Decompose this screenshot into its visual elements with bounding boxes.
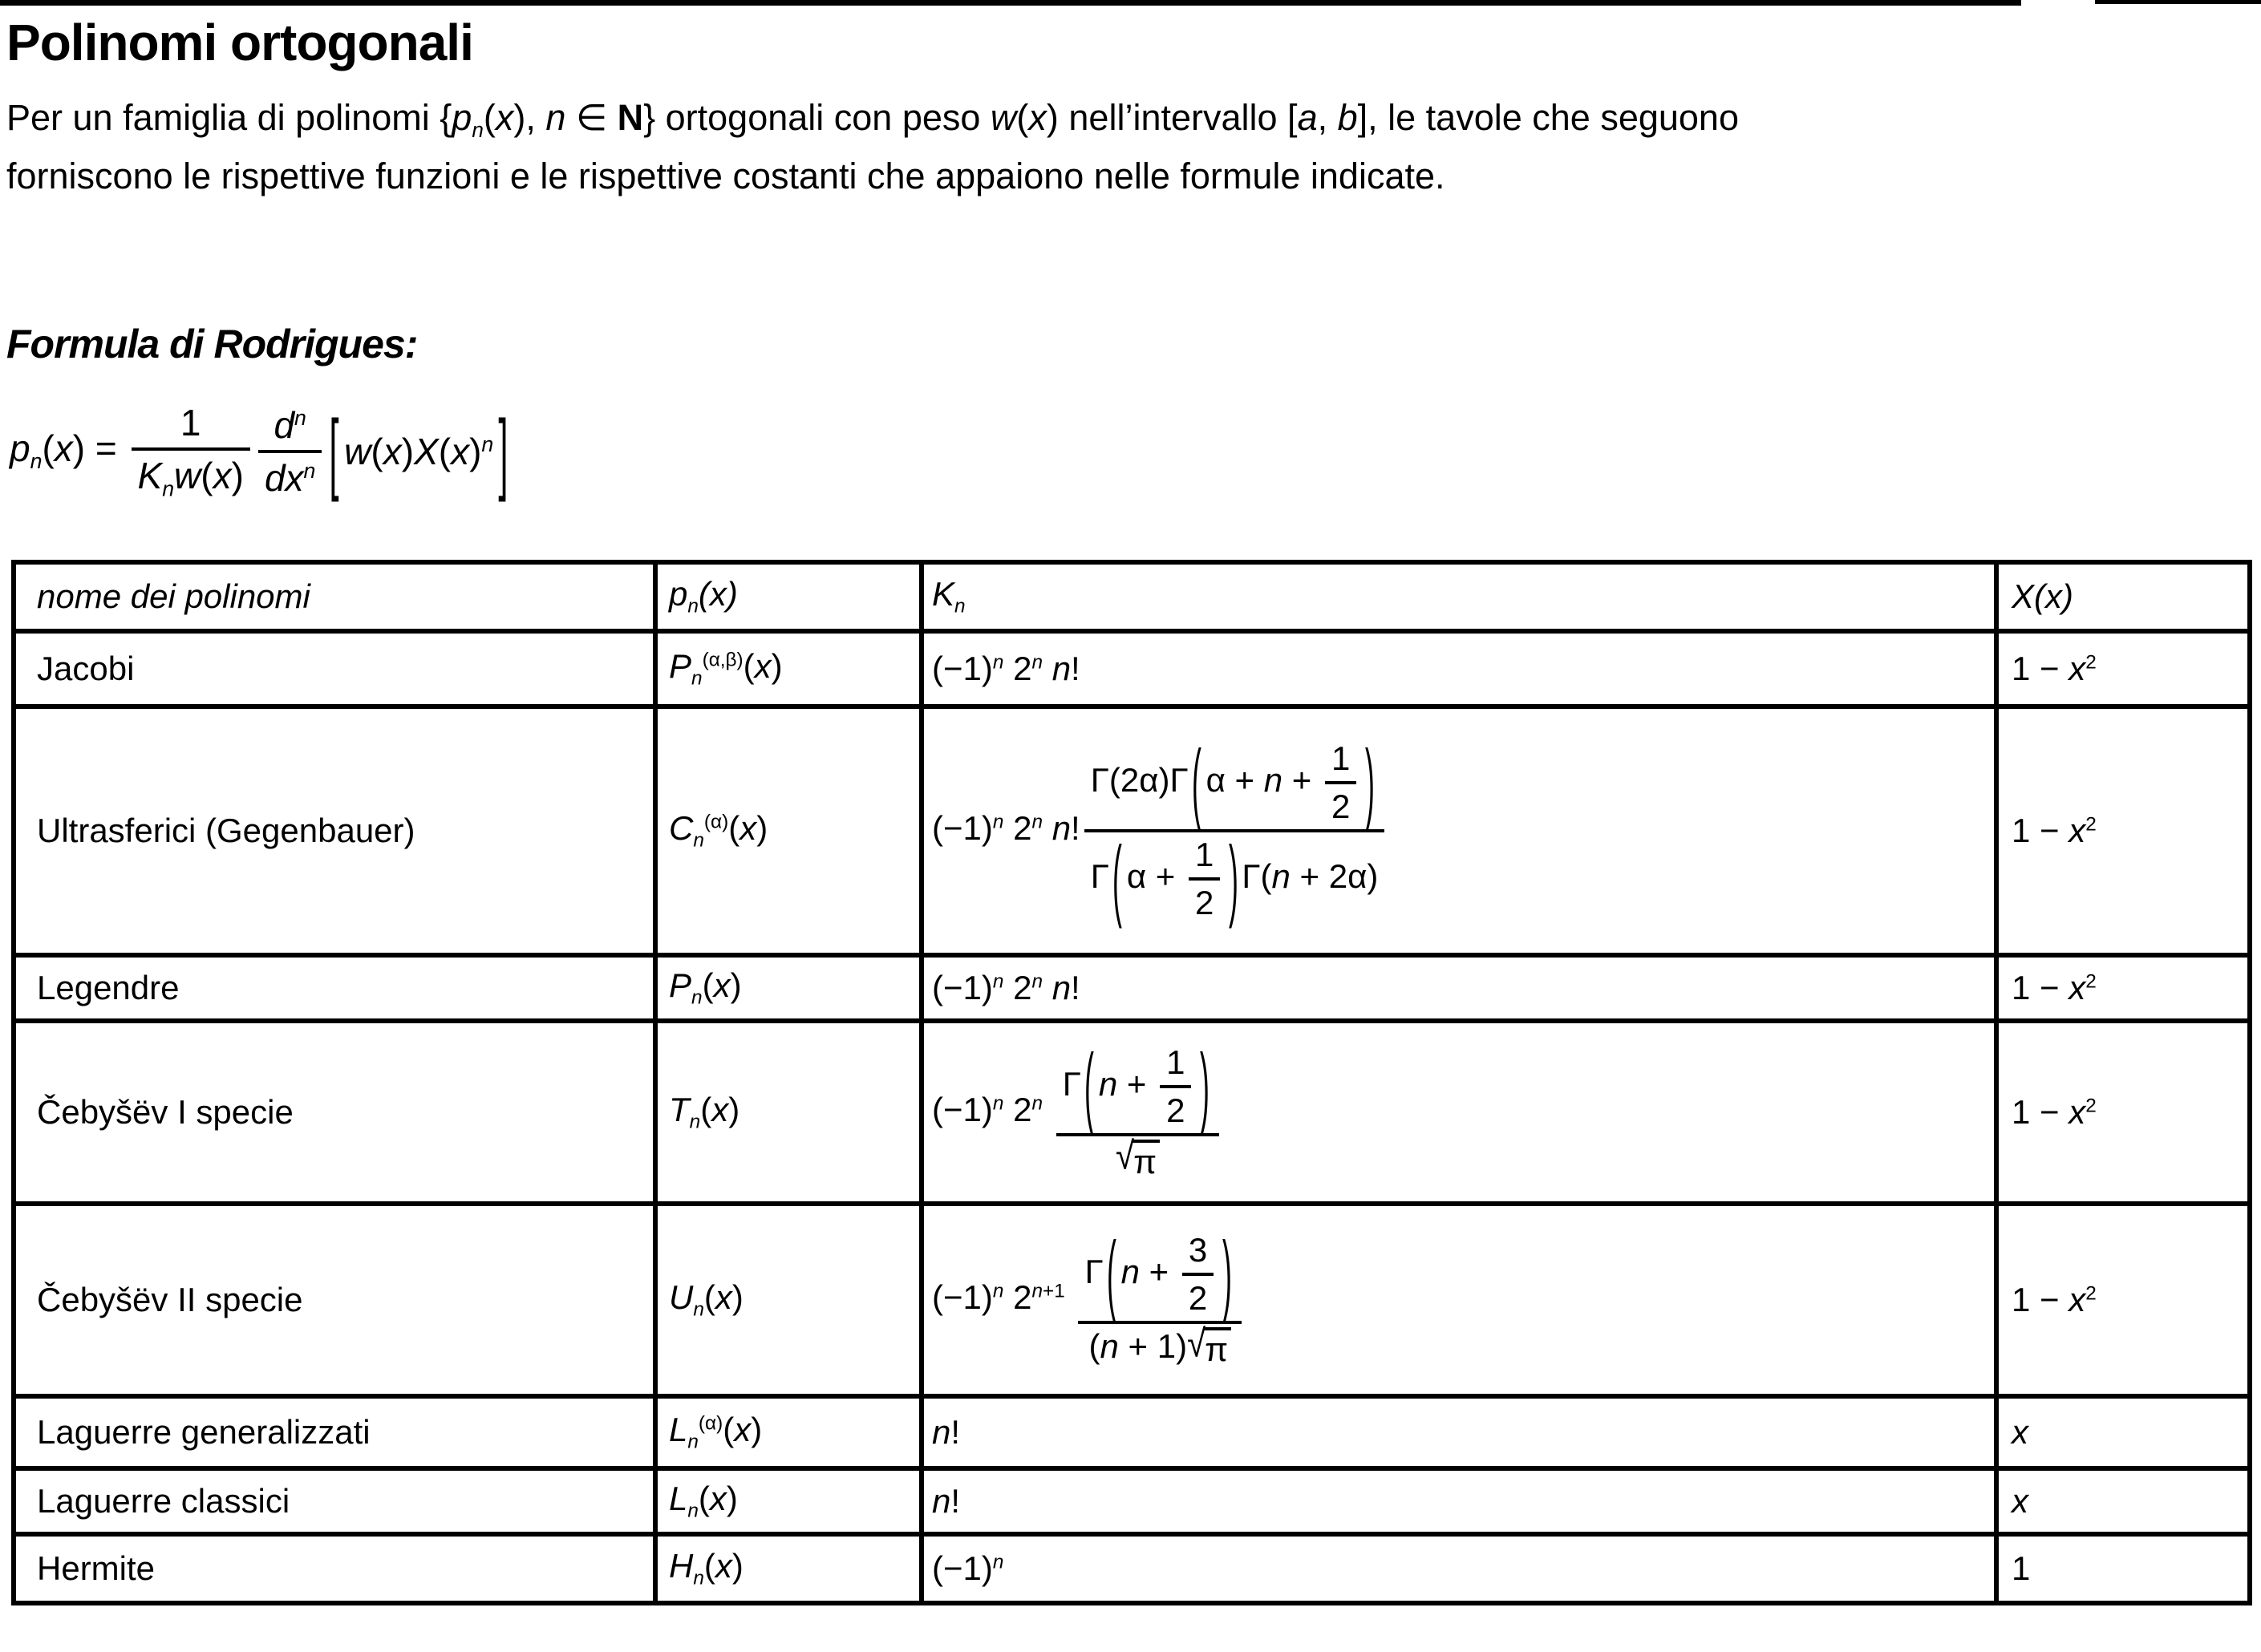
xx-formula: $1 - x^2$ xyxy=(1996,707,2250,955)
top-rule-left-segment xyxy=(0,0,2021,6)
column-header-kn: $K_n$ xyxy=(922,562,1996,631)
kn-formula: $(-1)^n$ 2$^n$ n! xyxy=(922,631,1996,707)
xx-formula: x xyxy=(1996,1468,2250,1534)
top-rule-right-segment xyxy=(2095,0,2261,4)
polynomial-name: Čebyšëv I specie xyxy=(14,1021,655,1204)
table-row xyxy=(14,1021,2250,1204)
intro-line-1: Per un famiglia di polinomi {$p_n(x)$, n ∈ N} ortogonali con peso w(x) nell’intervallo [a, b], le tavole che seguono xyxy=(6,97,1739,143)
pn-formula: $C_n^{(\alpha)}(x)$ xyxy=(655,707,922,955)
page-title: Polinomi ortogonali xyxy=(6,14,473,71)
pn-formula: $U_n(x)$ xyxy=(655,1204,922,1396)
kn-formula: $(-1)^n$ xyxy=(922,1534,1996,1603)
table-row xyxy=(14,955,2250,1021)
polynomials-table-body xyxy=(14,631,2250,1603)
polynomial-name: Ultrasferici (Gegenbauer) xyxy=(14,707,655,955)
kn-formula: $(-1)^n$ $2^{n+1}$ Γ ( n + $\frac{3}{2}$ ) (n + 1) √ π xyxy=(922,1204,1996,1396)
kn-formula: $(-1)^n$ 2$^n$ n! Γ(2α)Γ ( α + n + $\frac{1}{2}$ ) Γ ( α + $\frac{1}{2}$ ) Γ(n + 2α) xyxy=(922,707,1996,955)
xx-formula: x xyxy=(1996,1396,2250,1468)
xx-formula: $1 - x^2$ xyxy=(1996,1204,2250,1396)
table-header-row xyxy=(14,562,2250,631)
xx-formula: $1 - x^2$ xyxy=(1996,1021,2250,1204)
table-row xyxy=(14,1534,2250,1603)
kn-formula: $(-1)^n$ 2$^n$ n! xyxy=(922,955,1996,1021)
column-header-name: nome dei polinomi xyxy=(14,562,655,631)
table-row xyxy=(14,631,2250,707)
intro-line-2: forniscono le rispettive funzioni e le rispettive costanti che appaiono nelle formule indicate. xyxy=(6,156,1445,197)
xx-formula: $1 - x^2$ xyxy=(1996,955,2250,1021)
kn-formula: n! xyxy=(922,1396,1996,1468)
kn-formula: $(-1)^n$ 2$^n$ Γ ( n + $\frac{1}{2}$ ) √ π xyxy=(922,1021,1996,1204)
pn-formula: $L_n^{(\alpha)}(x)$ xyxy=(655,1396,922,1468)
polynomial-name: Laguerre generalizzati xyxy=(14,1396,655,1468)
polynomial-name: Laguerre classici xyxy=(14,1468,655,1534)
polynomial-name: Hermite xyxy=(14,1534,655,1603)
table-row xyxy=(14,1204,2250,1396)
polynomial-name: Legendre xyxy=(14,955,655,1021)
xx-formula: 1 xyxy=(1996,1534,2250,1603)
table-row xyxy=(14,1468,2250,1534)
pn-formula: $T_n(x)$ xyxy=(655,1021,922,1204)
pn-formula: $P_n(x)$ xyxy=(655,955,922,1021)
xx-formula: $1 - x^2$ xyxy=(1996,631,2250,707)
pn-formula: $P_n^{(\alpha,\beta)}(x)$ xyxy=(655,631,922,707)
rodrigues-formula: $p_n(x)$ = $\frac{1}{K_nw(x)}$ $\frac{d^n}{dx^n}$ [ $w(x)X(x)^n$ ] xyxy=(10,399,509,503)
column-header-xx: X(x) xyxy=(1996,562,2250,631)
polynomial-name: Čebyšëv II specie xyxy=(14,1204,655,1396)
kn-formula: n! xyxy=(922,1468,1996,1534)
column-header-pn: $p_n(x)$ xyxy=(655,562,922,631)
pn-formula: $H_n(x)$ xyxy=(655,1534,922,1603)
table-row xyxy=(14,707,2250,955)
polynomial-name: Jacobi xyxy=(14,631,655,707)
polynomials-table xyxy=(11,560,2252,1605)
intro-paragraph xyxy=(6,95,2256,199)
rodrigues-heading: Formula di Rodrigues: xyxy=(6,322,418,366)
table-row xyxy=(14,1396,2250,1468)
pn-formula: $L_n(x)$ xyxy=(655,1468,922,1534)
